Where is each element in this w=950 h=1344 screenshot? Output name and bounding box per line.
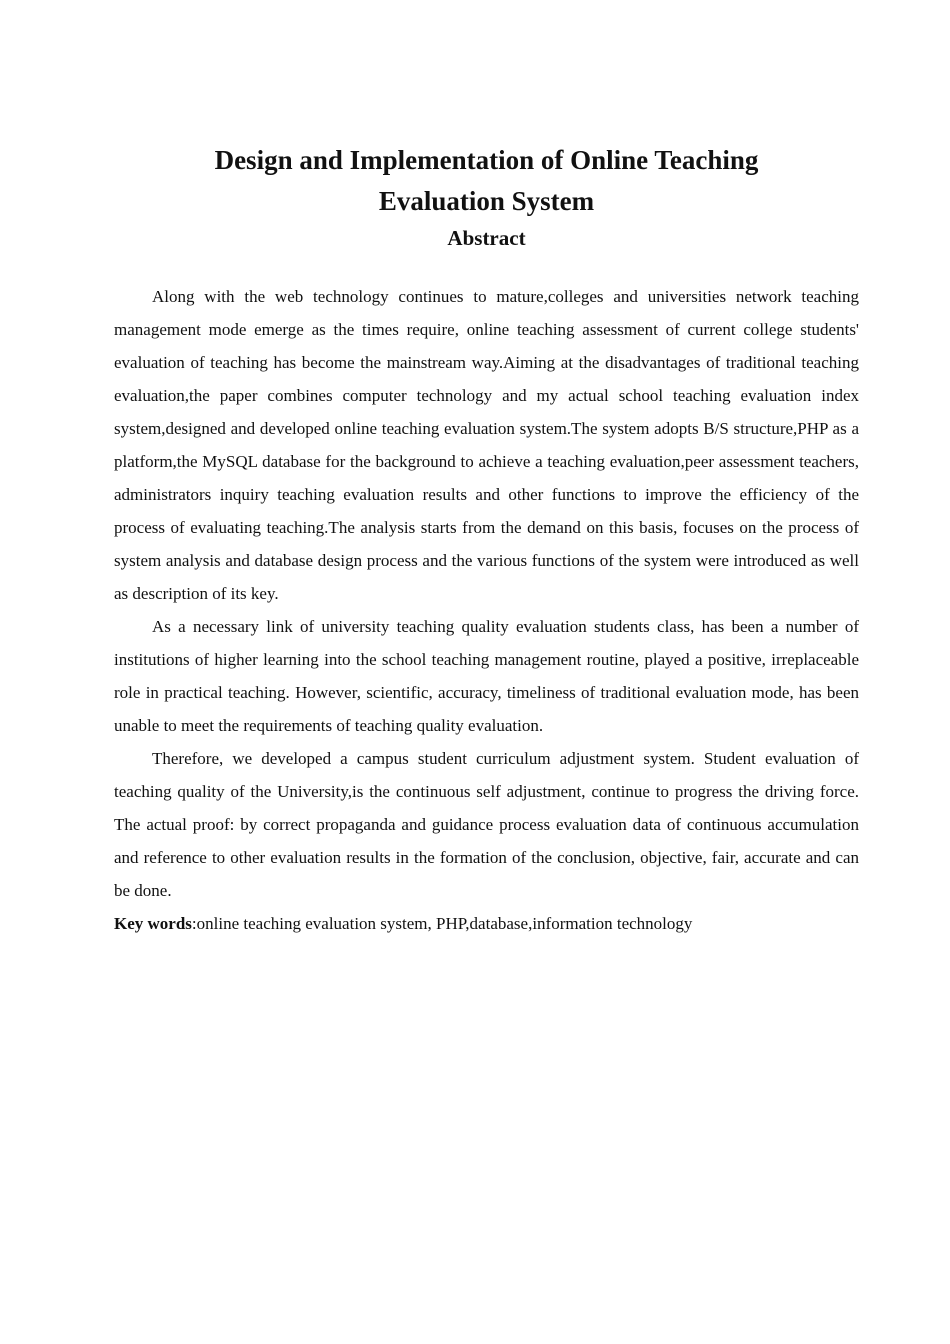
keywords-separator: : xyxy=(191,914,197,933)
abstract-paragraph-2: As a necessary link of university teaching quality evaluation students class, has been a number of institutions of higher learning into the school teaching management routine, played a positive, irreplaceable role in practical teaching. However, scientific, accuracy, timeliness of traditional evaluation mode, has been unable to meet the requirements of teaching quality evaluation. xyxy=(114,617,859,735)
keywords-label: Key words xyxy=(114,914,192,933)
abstract-paragraph-1: Along with the web technology continues to mature,colleges and universities network teaching management mode emerge as the times require, online teaching assessment of current college students' evaluation of teaching has become the mainstream way.Aiming at the disadvantages of traditional teaching evaluation,the paper combines computer technology and my actual school teaching evaluation index system,designed and developed online teaching evaluation system.The system adopts B/S structure,PHP as a platform,the MySQL database for the background to achieve a teaching evaluation,peer assessment teachers, administrators inquiry teaching evaluation results and other functions to improve the efficiency of the process of evaluating teaching.The analysis starts from the demand on this basis, focuses on the process of system analysis and database design process and the various functions of the system were introduced as well as description of its key. xyxy=(114,287,859,603)
abstract-heading: Abstract xyxy=(447,226,526,250)
abstract-paragraph-3: Therefore, we developed a campus student curriculum adjustment system. Student evaluation of teaching quality of the University,is the continuous self adjustment, continue to progress the driving force. The actual proof: by correct propaganda and guidance process evaluation data of continuous accumulation and reference to other evaluation results in the formation of the conclusion, objective, fair, accurate and can be done. xyxy=(114,749,859,900)
keywords-text: online teaching evaluation system, PHP,database,information technology xyxy=(196,914,693,933)
keywords-line xyxy=(114,907,859,940)
abstract-body xyxy=(114,280,859,940)
document-page xyxy=(114,140,859,940)
document-title: Design and Implementation of Online Teaching Evaluation System xyxy=(214,145,759,216)
